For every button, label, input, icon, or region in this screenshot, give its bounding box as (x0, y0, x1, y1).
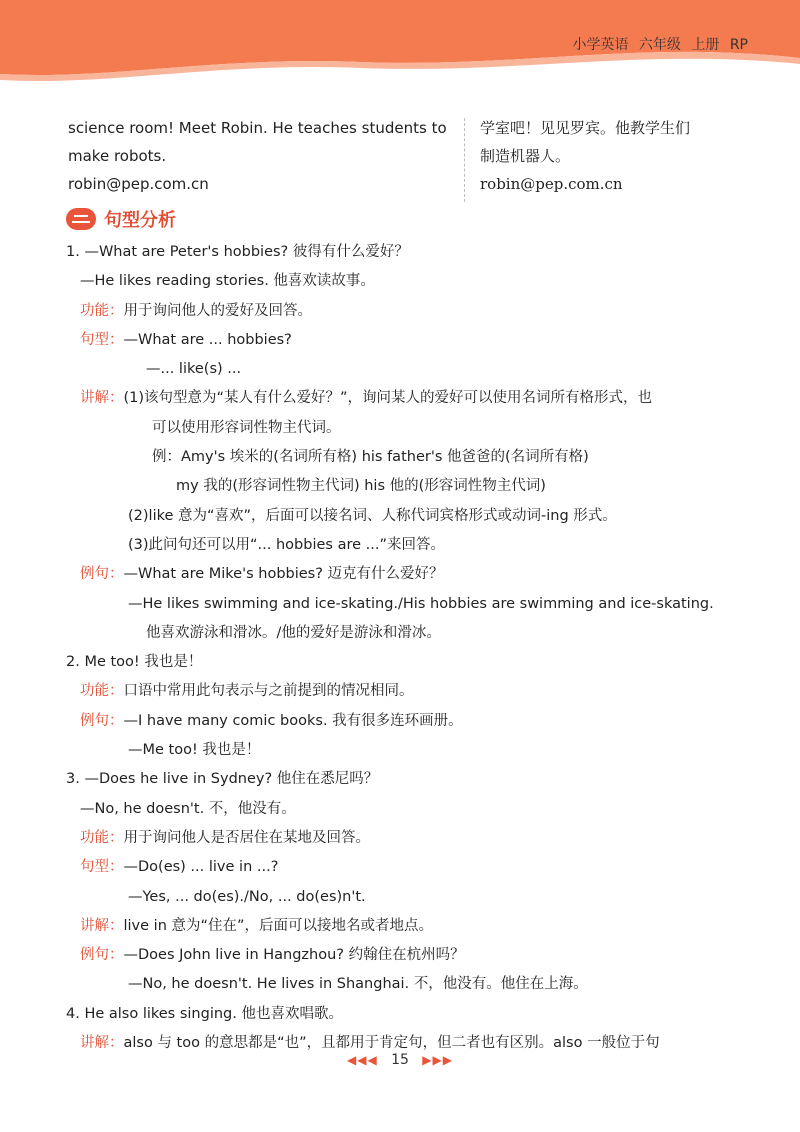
example-sentence: 例句：—What are Mike's hobbies? 迈克有什么爱好？ (80, 566, 444, 583)
item-heading: 4. He also likes singing. 他也喜欢唱歌。 (66, 1005, 343, 1022)
left-arrows-icon: ◀◀◀ (347, 1053, 378, 1067)
example-translation: 他喜欢游泳和滑冰。/他的爱好是游泳和滑冰。 (146, 624, 441, 641)
page-footer (0, 1052, 800, 1068)
label-function: 功能： (80, 302, 124, 319)
example-sentence: —He likes swimming and ice-skating./His hobbies are swimming and ice-skating. (128, 595, 714, 612)
english-line: make robots. (68, 147, 167, 165)
label-explain: 讲解： (80, 390, 124, 407)
pattern-line: —Yes, ... do(es)./No, ... do(es)n't. (128, 888, 366, 905)
pattern-line: —... like(s) ... (146, 361, 242, 378)
example-sentence: 例句：—I have many comic books. 我有很多连环画册。 (80, 712, 463, 729)
label-explain: 讲解： (80, 917, 124, 934)
chinese-translation (480, 114, 750, 198)
item-heading: 1. —What are Peter's hobbies? 彼得有什么爱好？ (66, 244, 409, 260)
email-text: robin@pep.com.cn (480, 175, 623, 193)
example-sentence: —Me too! 我也是！ (128, 742, 261, 759)
label-example: 例句： (80, 566, 124, 583)
label-pattern: 句型： (80, 331, 124, 348)
pattern-line: 句型：—What are ... hobbies? (80, 331, 292, 348)
label-explain: 讲解： (80, 1035, 124, 1052)
right-arrows-icon: ▶▶▶ (422, 1053, 453, 1067)
dialogue-line: —No, he doesn't. 不，他没有。 (80, 800, 296, 817)
label-pattern: 句型： (80, 859, 124, 876)
email-text: robin@pep.com.cn (68, 175, 209, 193)
header-text: 小学英语 六年级 上册 RP (572, 37, 748, 53)
column-divider (464, 118, 465, 202)
explanation: 讲解：(1)该句型意为“某人有什么爱好？”，询问某人的爱好可以使用名词所有格形式，也 (80, 390, 653, 407)
explanation: (2)like 意为“喜欢”，后面可以接名词、人称代词宾格形式或动词-ing 形式。 (128, 507, 617, 524)
label-example: 例句： (80, 947, 124, 964)
explanation-cont: 可以使用形容词性物主代词。 (152, 419, 341, 436)
section-number-icon (66, 208, 96, 230)
label-function: 功能： (80, 683, 124, 700)
function-note: 功能：用于询问他人是否居住在某地及回答。 (80, 829, 370, 846)
page-number: 15 (391, 1052, 409, 1068)
content-body (66, 238, 746, 1058)
function-note: 功能：口语中常用此句表示与之前提到的情况相同。 (80, 683, 414, 700)
example-line: 例：Amy's 埃米的(名词所有格) his father's 他爸爸的(名词所有格) (152, 449, 589, 466)
label-function: 功能： (80, 829, 124, 846)
dialogue-line: —He likes reading stories. 他喜欢读故事。 (80, 273, 375, 290)
explanation: 讲解：live in 意为“住在”，后面可以接地名或者地点。 (80, 917, 434, 934)
example-sentence: —No, he doesn't. He lives in Shanghai. 不，他没有。他住在上海。 (128, 976, 588, 993)
pattern-line: 句型：—Do(es) ... live in ...? (80, 859, 279, 876)
page-header (0, 0, 800, 90)
example-sentence: 例句：—Does John live in Hangzhou? 约翰住在杭州吗？ (80, 947, 465, 964)
explanation: 讲解：also 与 too 的意思都是“也”，且都用于肯定句，但二者也有区别。also 一般位于句 (80, 1035, 660, 1052)
item-heading: 3. —Does he live in Sydney? 他住在悉尼吗？ (66, 771, 379, 788)
section-title: 句型分析 (104, 210, 176, 231)
item-heading: 2. Me too! 我也是！ (66, 654, 203, 671)
label-example: 例句： (80, 712, 124, 729)
explanation: (3)此问句还可以用“... hobbies are ...”来回答。 (128, 536, 445, 553)
chinese-line: 制造机器人。 (480, 147, 571, 165)
english-line: science room! Meet Robin. He teaches students to (68, 119, 447, 137)
example-line: my 我的(形容词性物主代词) his 他的(形容词性物主代词) (176, 478, 546, 495)
function-note: 功能：用于询问他人的爱好及回答。 (80, 302, 312, 319)
chinese-line: 学室吧！见见罗宾。他教学生们 (480, 119, 691, 137)
english-passage (68, 114, 458, 198)
section-heading (66, 205, 176, 233)
